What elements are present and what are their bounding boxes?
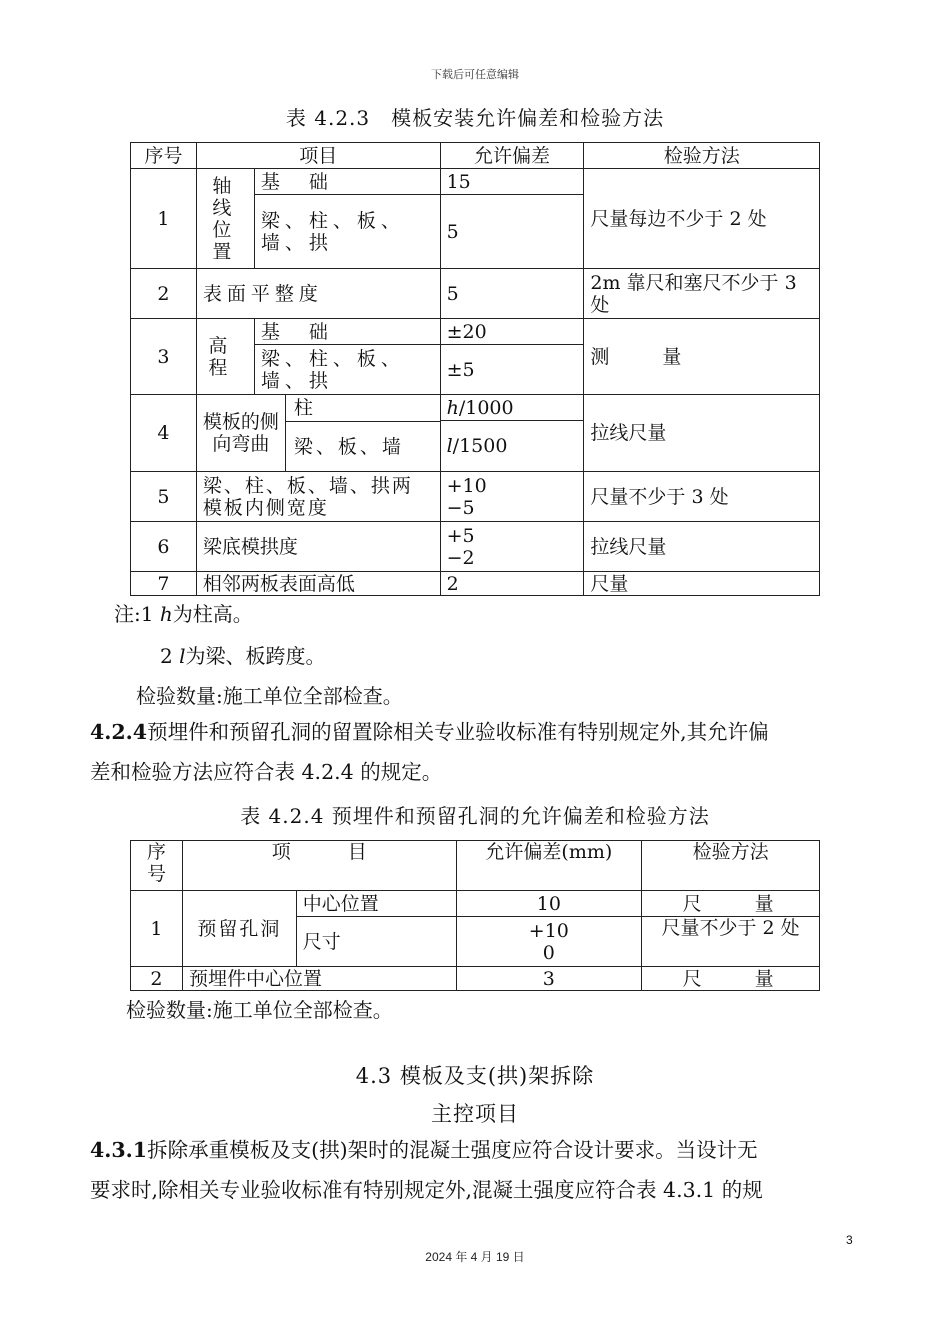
row4-group: 模板的侧向弯曲 (197, 395, 286, 471)
t2-row1-group: 预留孔洞 (182, 891, 296, 967)
row4-sub1-value: h/1000 (440, 395, 584, 421)
row4-split (196, 395, 440, 472)
row7-no: 7 (131, 572, 197, 596)
note-2: 2 l为梁、板跨度。 (160, 644, 326, 668)
clause-4-3-1: 4.3.1拆除承重模板及支(拱)架时的混凝土强度应符合设计要求。当设计无 要求时,除相关专业验收标准有特别规定外,混凝土强度应符合表 4.3.1 的规 (90, 1138, 763, 1202)
header-item: 项目 (196, 143, 440, 169)
t2-row1-sub2-values: +10 0 (456, 917, 642, 967)
inspection-quantity-1: 检验数量:施工单位全部检查。 (136, 684, 403, 708)
row2-no: 2 (131, 269, 197, 319)
row1-sub2-value: 5 (440, 195, 584, 269)
inspection-quantity-2: 检验数量:施工单位全部检查。 (126, 998, 393, 1022)
row2-item: 表面平整度 (196, 269, 440, 319)
header-no: 序号 (131, 143, 197, 169)
section-subtitle: 主控项目 (431, 1102, 519, 1126)
row2-value: 5 (440, 269, 584, 319)
row6-no: 6 (131, 522, 197, 572)
clause-4-2-4: 4.2.4预埋件和预留孔洞的留置除相关专业验收标准有特别规定外,其允许偏 差和检验方法应符合表 4.2.4 的规定。 (90, 720, 769, 784)
row5-no: 5 (131, 472, 197, 522)
table-4-2-3 (130, 142, 820, 596)
row7-item: 相邻两板表面高低 (196, 572, 440, 596)
row7-method: 尺量 (584, 572, 820, 596)
row5-values: +10 −5 (440, 472, 584, 522)
row3-sub1: 基 础 (254, 319, 440, 345)
row1-sub2: 梁、柱、板、墙、拱 (254, 195, 440, 269)
row3-group: 高程 (196, 319, 254, 395)
page-number: 3 (846, 1233, 853, 1247)
row5-method: 尺量不少于 3 处 (584, 472, 820, 522)
t2-header-tolerance: 允许偏差(mm) (456, 841, 642, 891)
t2-header-method: 检验方法 (642, 841, 820, 891)
t2-row2-item: 预埋件中心位置 (182, 967, 456, 991)
row3-sub1-value: ±20 (440, 319, 584, 345)
row2-method: 2m 靠尺和塞尺不少于 3 处 (584, 269, 820, 319)
row3-sub2-value: ±5 (440, 345, 584, 395)
row1-group: 轴线位置 (196, 169, 254, 269)
row6-method: 拉线尺量 (584, 522, 820, 572)
header-tolerance: 允许偏差 (440, 143, 584, 169)
row3-sub2: 梁、柱、板、墙、拱 (254, 345, 440, 395)
row4-sub1: 柱 (286, 395, 440, 422)
t2-row2-value: 3 (456, 967, 642, 991)
table-4-2-3-caption: 表 4.2.3 模板安装允许偏差和检验方法 (285, 106, 665, 130)
row4-sub2-value: l/1500 (440, 421, 584, 472)
row4-sub2: 梁、板、墙 (293, 435, 404, 458)
row6-item: 梁底模拱度 (196, 522, 440, 572)
t2-row1-sub1-value: 10 (456, 891, 642, 917)
row1-method: 尺量每边不少于 2 处 (584, 169, 820, 269)
row1-no: 1 (131, 169, 197, 269)
row1-sub1: 基 础 (254, 169, 440, 195)
t2-row1-sub1-method: 尺 量 (642, 891, 820, 917)
row3-no: 3 (131, 319, 197, 395)
row4-no: 4 (131, 395, 197, 472)
t2-header-item: 项 目 (182, 841, 456, 891)
t2-row2-method: 尺 量 (642, 967, 820, 991)
header-method: 检验方法 (584, 143, 820, 169)
row6-values: +5 −2 (440, 522, 584, 572)
t2-row2-no: 2 (131, 967, 183, 991)
row4-method: 拉线尺量 (584, 395, 820, 472)
section-4-3-title: 4.3 模板及支(拱)架拆除 (355, 1064, 595, 1088)
note-1: 注:1 h为柱高。 (114, 602, 253, 626)
footer-date: 2024 年 4 月 19 日 (425, 1250, 525, 1264)
row3-method: 测 量 (584, 319, 820, 395)
t2-header-no: 序号 (131, 841, 183, 891)
row1-sub1-value: 15 (440, 169, 584, 195)
table-4-2-4-caption: 表 4.2.4 预埋件和预留孔洞的允许偏差和检验方法 (240, 804, 710, 828)
page-header: 下载后可任意编辑 (431, 68, 519, 81)
row7-value: 2 (440, 572, 584, 596)
t2-row1-sub2: 尺寸 (296, 917, 456, 967)
table-4-2-4 (130, 840, 820, 991)
row5-item: 梁、柱、板、墙、拱两模板内侧宽度 (196, 472, 440, 522)
t2-row1-sub2-method: 尺量不少于 2 处 (642, 917, 820, 967)
t2-row1-no: 1 (131, 891, 183, 967)
t2-row1-sub1: 中心位置 (296, 891, 456, 917)
